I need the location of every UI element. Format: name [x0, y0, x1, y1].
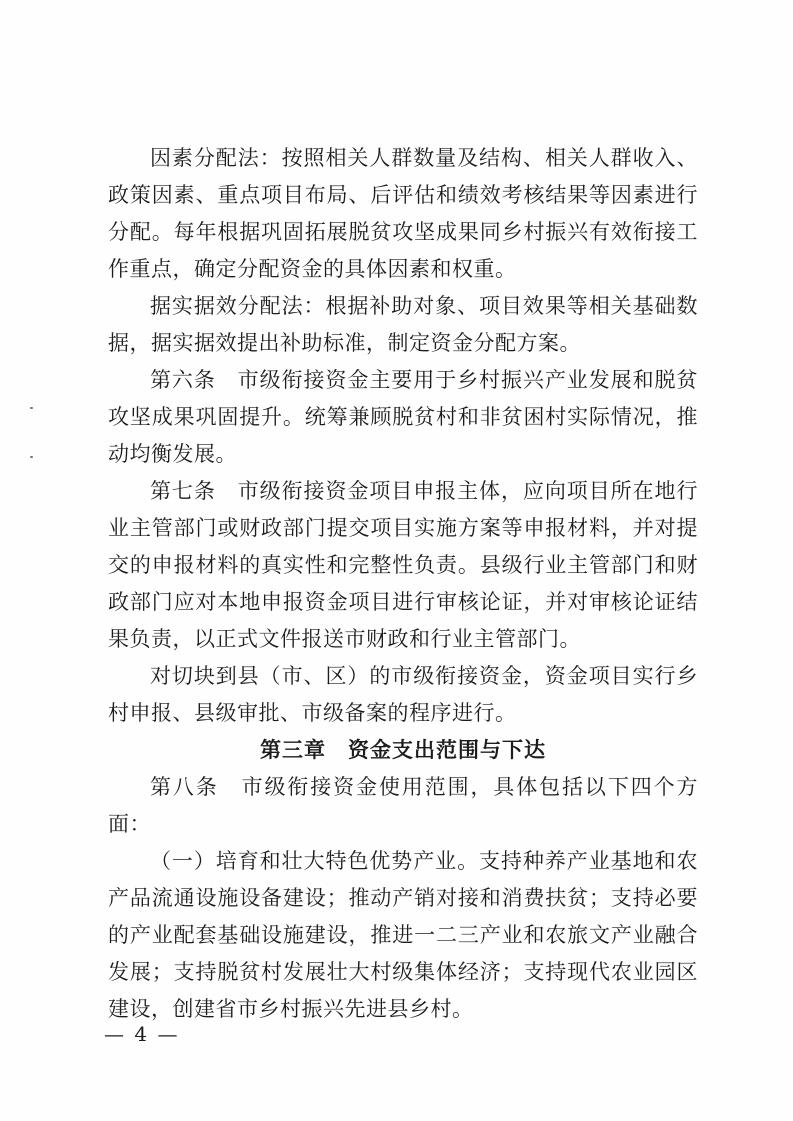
paragraph-evidence-allocation: 据实据效分配法：根据补助对象、项目效果等相关基础数据，据实据效提出补助标准，制定资金分配方案。: [108, 294, 698, 355]
paragraph-item-1: （一）培育和壮大特色优势产业。支持种养产业基地和农产品流通设施设备建设；推动产销对接和消费扶贫；支持必要的产业配套基础设施建设，推进一二三产业和农旅文产业融合发展；支持脱贫村发展壮大村级集体经济；支持现代农业园区建设，创建省市乡村振兴先进县乡村。: [108, 849, 698, 1021]
chapter-heading: 第三章 资金支出范围与下达: [260, 738, 546, 762]
page-number: — 4 —: [104, 1022, 180, 1046]
scan-speck: [30, 407, 33, 409]
scan-speck: [30, 456, 33, 458]
document-body: [108, 140, 698, 1028]
paragraph-county-allocation: 对切块到县（市、区）的市级衔接资金，资金项目实行乡村申报、县级审批、市级备案的程序进行。: [108, 664, 698, 725]
paragraph-article-7: 第七条 市级衔接资金项目申报主体，应向项目所在地行业主管部门或财政部门提交项目实施方案等申报材料，并对提交的申报材料的真实性和完整性负责。县级行业主管部门和财政部门应对本地申报资金项目进行审核论证，并对审核论证结果负责，以正式文件报送市财政和行业主管部门。: [108, 479, 698, 651]
paragraph-article-6: 第六条 市级衔接资金主要用于乡村振兴产业发展和脱贫攻坚成果巩固提升。统筹兼顾脱贫村和非贫困村实际情况，推动均衡发展。: [108, 368, 698, 466]
paragraph-factor-allocation: 因素分配法：按照相关人群数量及结构、相关人群收入、政策因素、重点项目布局、后评估和绩效考核结果等因素进行分配。每年根据巩固拓展脱贫攻坚成果同乡村振兴有效衔接工作重点，确定分配资金的具体因素和权重。: [108, 146, 698, 281]
paragraph-article-8: 第八条 市级衔接资金使用范围，具体包括以下四个方面：: [108, 775, 698, 836]
